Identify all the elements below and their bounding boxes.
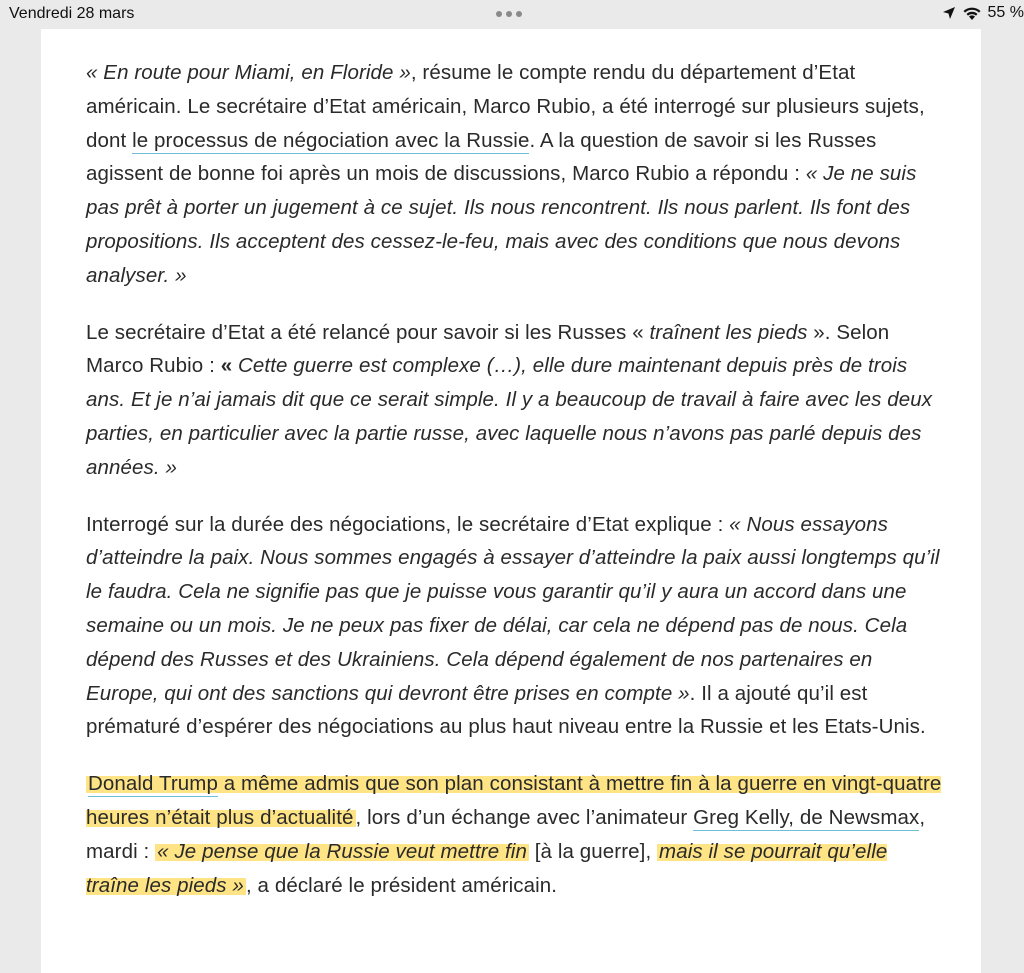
multitask-dots-icon[interactable] bbox=[496, 3, 522, 17]
quote: « En route pour Miami, en Floride » bbox=[86, 61, 411, 84]
status-right bbox=[942, 4, 1024, 22]
quote-mark: « bbox=[220, 354, 238, 378]
quote: « Nous essayons d’atteindre la paix. Nous sommes engagés à essayer d’atteindre la paix aussi longtemps qu’il le faudra. Cela ne signifie pas que je puisse vous garantir qu’il y aura un accord dans une semaine ou un mois. Je ne peux pas fixer de délai, car cela ne dépend pas de nous. Cela dépend des Russes et des Ukrainiens. Cela dépend également de nos partenaires en Europe, qui ont des sanctions qui devront être prises en compte » bbox=[86, 512, 940, 705]
quote: Cette guerre est complexe (…), elle dure maintenant depuis près de trois ans. Et je n’ai jamais dit que ce serait simple. Il y a beaucoup de travail à faire avec les deux parties, en particulier avec la partie russe, avec laquelle nous n’avons pas parlé depuis des années. » bbox=[86, 354, 933, 479]
quote: traînent les pieds bbox=[649, 320, 808, 344]
text: Le secrétaire d’Etat a été relancé pour savoir si les Russes « bbox=[86, 320, 650, 344]
highlighted-text: a même admis que son plan consistant à mettre fin à la guerre en vingt-quatre heures n’était plus d’actualité bbox=[86, 772, 942, 829]
wifi-icon bbox=[962, 6, 982, 21]
highlighted-quote: mais il se pourrait qu’elle traîne les pieds » bbox=[86, 839, 888, 897]
paragraph-4 bbox=[86, 767, 946, 902]
text: [à la guerre], bbox=[528, 839, 658, 863]
text: Interrogé sur la durée des négociations, le secrétaire d’Etat explique : bbox=[86, 512, 730, 536]
article-page bbox=[41, 29, 981, 973]
text: , lors d’un échange avec l’animateur bbox=[355, 805, 694, 829]
location-arrow-icon bbox=[942, 6, 956, 20]
paragraph-1 bbox=[86, 56, 946, 293]
paragraph-2 bbox=[86, 316, 946, 485]
text: , a déclaré le président américain. bbox=[245, 873, 558, 897]
text: , résume le compte rendu du département d’Etat américain. Le secrétaire d’Etat américain, Marco Rubio, a été interrogé sur plusieurs sujets, dont bbox=[86, 61, 925, 152]
text: ». Selon Marco Rubio : bbox=[86, 320, 890, 378]
link-negociation-russie[interactable]: le processus de négociation avec la Russie bbox=[132, 128, 530, 152]
link-donald-trump[interactable]: Donald Trump bbox=[88, 772, 218, 796]
link-greg-kelly[interactable]: Greg Kelly, de Newsmax bbox=[693, 805, 920, 829]
status-date: Vendredi 28 mars bbox=[9, 5, 135, 22]
quote: « Je ne suis pas prêt à porter un jugement à ce sujet. Ils nous rencontrent. Ils nous parlent. Ils font des propositions. Ils acceptent des cessez-le-feu, mais avec des conditions que nous devons analyser. » bbox=[86, 162, 917, 287]
paragraph-3 bbox=[86, 508, 946, 745]
highlighted-quote: « Je pense que la Russie veut mettre fin bbox=[157, 839, 527, 863]
battery-percent: 55 % bbox=[987, 4, 1024, 21]
text: , mardi : bbox=[86, 805, 926, 863]
text: . A la question de savoir si les Russes agissent de bonne foi après un mois de discussions, Marco Rubio a répondu : bbox=[86, 128, 877, 186]
status-bar bbox=[0, 0, 1024, 28]
article-body bbox=[86, 56, 946, 925]
text: . Il a ajouté qu’il est prématuré d’espérer des négociations au plus haut niveau entre la Russie et les Etats-Unis. bbox=[86, 681, 926, 739]
